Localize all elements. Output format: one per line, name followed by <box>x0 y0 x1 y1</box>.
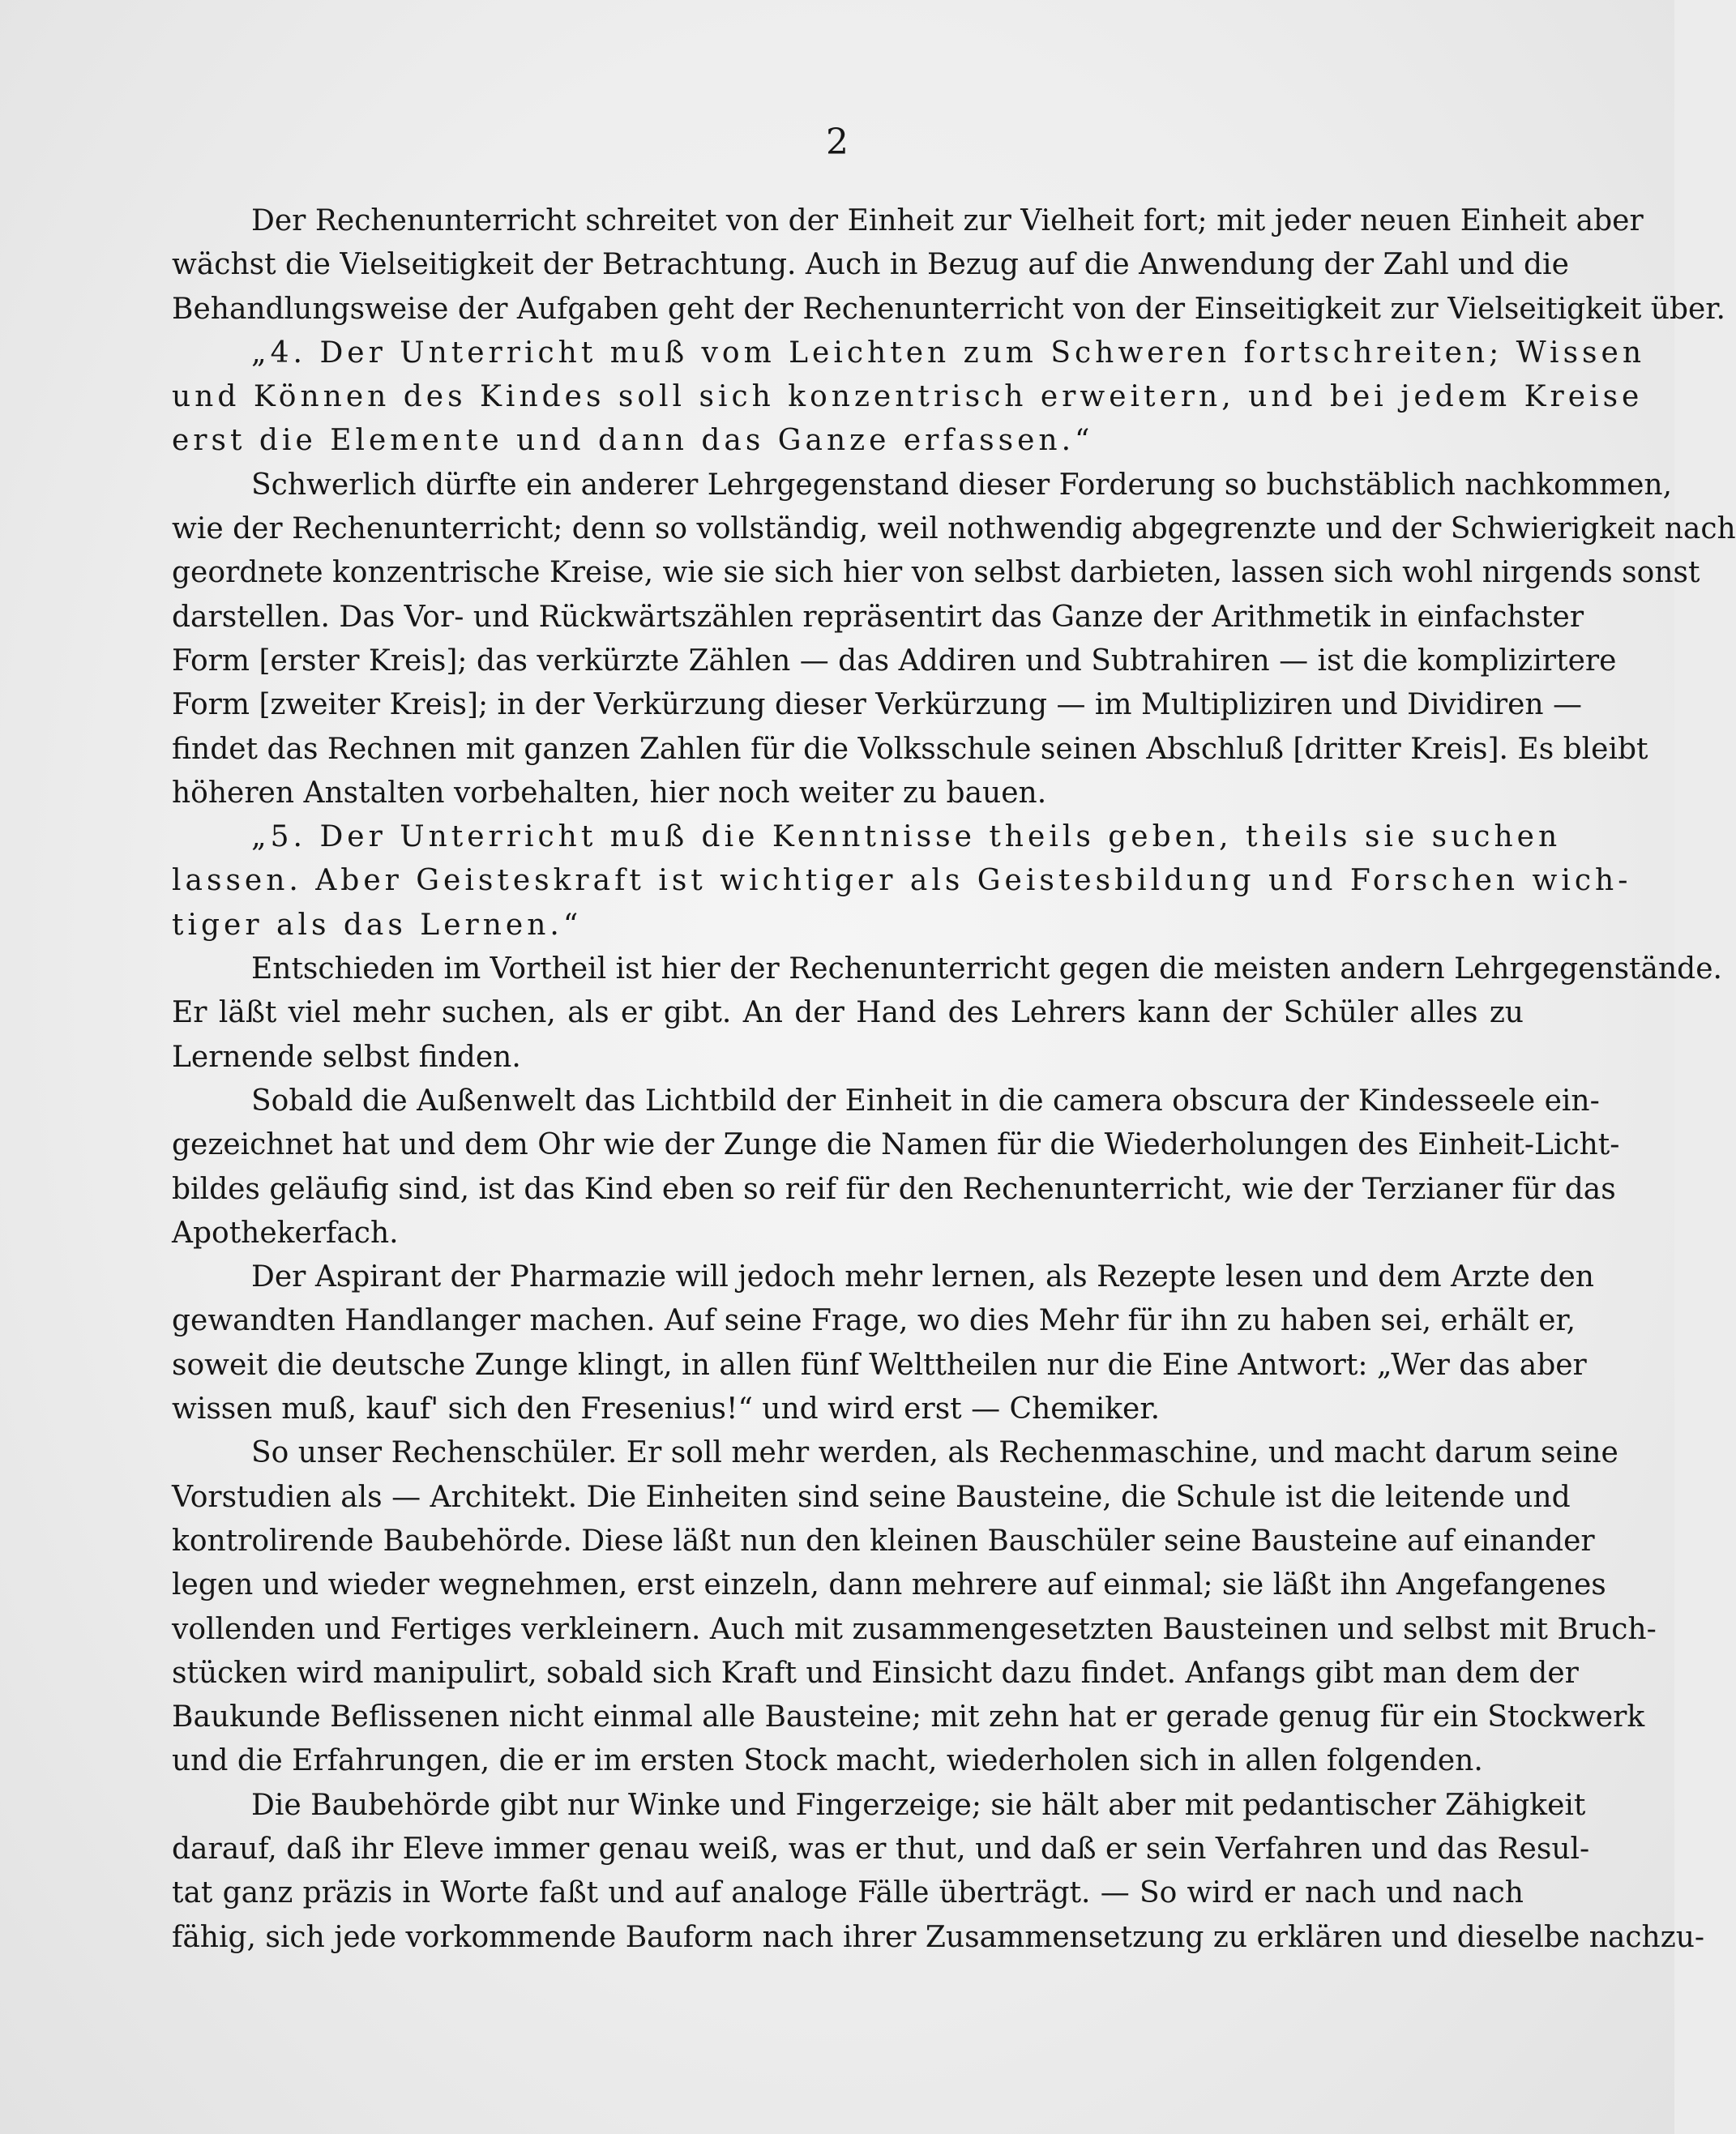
text-line: bildes geläufig sind, ist das Kind eben so reif für den Rechenunterricht, wie der Terzianer für das <box>172 1172 1616 1206</box>
paragraph <box>172 1784 1705 1960</box>
text-line: Lernende selbst finden. <box>172 1040 521 1074</box>
text-line: Die Baubehörde gibt nur Winke und Fingerzeige; sie hält aber mit pedantischer Zähigkeit <box>251 1788 1586 1822</box>
paragraph <box>172 199 1725 331</box>
paragraph <box>172 464 1736 815</box>
text-line: und die Erfahrungen, die er im ersten Stock macht, wiederholen sich in allen folgenden. <box>172 1744 1483 1778</box>
principle-quote-paragraph <box>172 815 1632 947</box>
text-line: Der Rechenunterricht schreitet von der Einheit zur Vielheit fort; mit jeder neuen Einheit aber <box>251 204 1644 237</box>
text-line: Entschieden im Vortheil ist hier der Rechenunterricht gegen die meisten andern Lehrgegenstände. <box>251 952 1722 986</box>
paragraph <box>172 947 1722 1080</box>
text-line: Form [zweiter Kreis]; in der Verkürzung dieser Verkürzung — im Multipliziren und Dividiren — <box>172 688 1583 722</box>
paragraph <box>172 1080 1620 1255</box>
text-line: Baukunde Beflissenen nicht einmal alle Bausteine; mit zehn hat er gerade genug für ein Stockwerk <box>172 1700 1645 1734</box>
text-line: erst die Elemente und dann das Ganze erfassen.“ <box>172 424 1094 458</box>
text-line: „4. Der Unterricht muß vom Leichten zum Schweren fortschreiten; Wissen <box>251 336 1646 370</box>
text-line: darstellen. Das Vor- und Rückwärtszählen repräsentirt das Ganze der Arithmetik in einfachster <box>172 600 1584 634</box>
page-number: 2 <box>826 122 849 163</box>
text-line: Er läßt viel mehr suchen, als er gibt. An der Hand des Lehrers kann der Schüler alles zu <box>172 996 1524 1030</box>
text-line: Form [erster Kreis]; das verkürzte Zählen — das Addiren und Subtrahiren — ist die komplizirtere <box>172 644 1617 678</box>
principle-quote-paragraph <box>172 331 1646 464</box>
text-line: Schwerlich dürfte ein anderer Lehrgegenstand dieser Forderung so buchstäblich nachkommen, <box>251 468 1673 502</box>
text-line: legen und wieder wegnehmen, erst einzeln, dann mehrere auf einmal; sie läßt ihn Angefangenes <box>172 1568 1606 1602</box>
text-line: darauf, daß ihr Eleve immer genau weiß, was er thut, und daß er sein Verfahren und das Resul- <box>172 1832 1590 1866</box>
text-line: Behandlungsweise der Aufgaben geht der Rechenunterricht von der Einseitigkeit zur Vielseitigkeit über. <box>172 292 1725 326</box>
text-line: stücken wird manipulirt, sobald sich Kraft und Einsicht dazu findet. Anfangs gibt man dem der <box>172 1656 1579 1690</box>
text-line: kontrolirende Baubehörde. Diese läßt nun den kleinen Bauschüler seine Bausteine auf einander <box>172 1524 1595 1558</box>
text-line: „5. Der Unterricht muß die Kenntnisse theils geben, theils sie suchen <box>251 820 1562 854</box>
text-line: und Können des Kindes soll sich konzentrisch erweitern, und bei jedem Kreise <box>172 380 1644 414</box>
paragraph <box>172 1255 1594 1431</box>
text-line: So unser Rechenschüler. Er soll mehr werden, als Rechenmaschine, und macht darum seine <box>251 1436 1618 1470</box>
text-line: gewandten Handlanger machen. Auf seine Frage, wo dies Mehr für ihn zu haben sei, erhält er, <box>172 1304 1576 1338</box>
text-line: höheren Anstalten vorbehalten, hier noch weiter zu bauen. <box>172 776 1047 810</box>
text-line: Sobald die Außenwelt das Lichtbild der Einheit in die camera obscura der Kindesseele ein- <box>251 1084 1600 1118</box>
text-line: vollenden und Fertiges verkleinern. Auch mit zusammengesetzten Bausteinen und selbst mit Bruch- <box>172 1612 1657 1646</box>
text-line: findet das Rechnen mit ganzen Zahlen für die Volksschule seinen Abschluß [dritter Kreis]. Es bleibt <box>172 732 1648 766</box>
body-text <box>172 199 1736 1960</box>
text-line: gezeichnet hat und dem Ohr wie der Zunge die Namen für die Wiederholungen des Einheit-Licht- <box>172 1128 1620 1162</box>
text-line: wie der Rechenunterricht; denn so vollständig, weil nothwendig abgegrenzte und der Schwierigkeit nach <box>172 512 1736 546</box>
text-line: Apothekerfach. <box>172 1216 399 1250</box>
text-line: Vorstudien als — Architekt. Die Einheiten sind seine Bausteine, die Schule ist die leitende und <box>172 1480 1571 1514</box>
text-line: fähig, sich jede vorkommende Bauform nach ihrer Zusammensetzung zu erklären und dieselbe nachzu- <box>172 1920 1705 1954</box>
text-line: lassen. Aber Geisteskraft ist wichtiger als Geistesbildung und Forschen wich- <box>172 864 1632 898</box>
text-line: tiger als das Lernen.“ <box>172 908 583 942</box>
paragraph <box>172 1431 1657 1783</box>
text-line: soweit die deutsche Zunge klingt, in allen fünf Welttheilen nur die Eine Antwort: „Wer das aber <box>172 1348 1587 1382</box>
text-line: wissen muß, kauf' sich den Fresenius!“ und wird erst — Chemiker. <box>172 1392 1161 1426</box>
text-line: wächst die Vielseitigkeit der Betrachtung. Auch in Bezug auf die Anwendung der Zahl und die <box>172 248 1569 282</box>
text-line: geordnete konzentrische Kreise, wie sie sich hier von selbst darbieten, lassen sich wohl nirgends sonst <box>172 556 1700 590</box>
text-line: tat ganz präzis in Worte faßt und auf analoge Fälle überträgt. — So wird er nach und nach <box>172 1876 1524 1910</box>
text-line: Der Aspirant der Pharmazie will jedoch mehr lernen, als Rezepte lesen und dem Arzte den <box>251 1260 1594 1294</box>
